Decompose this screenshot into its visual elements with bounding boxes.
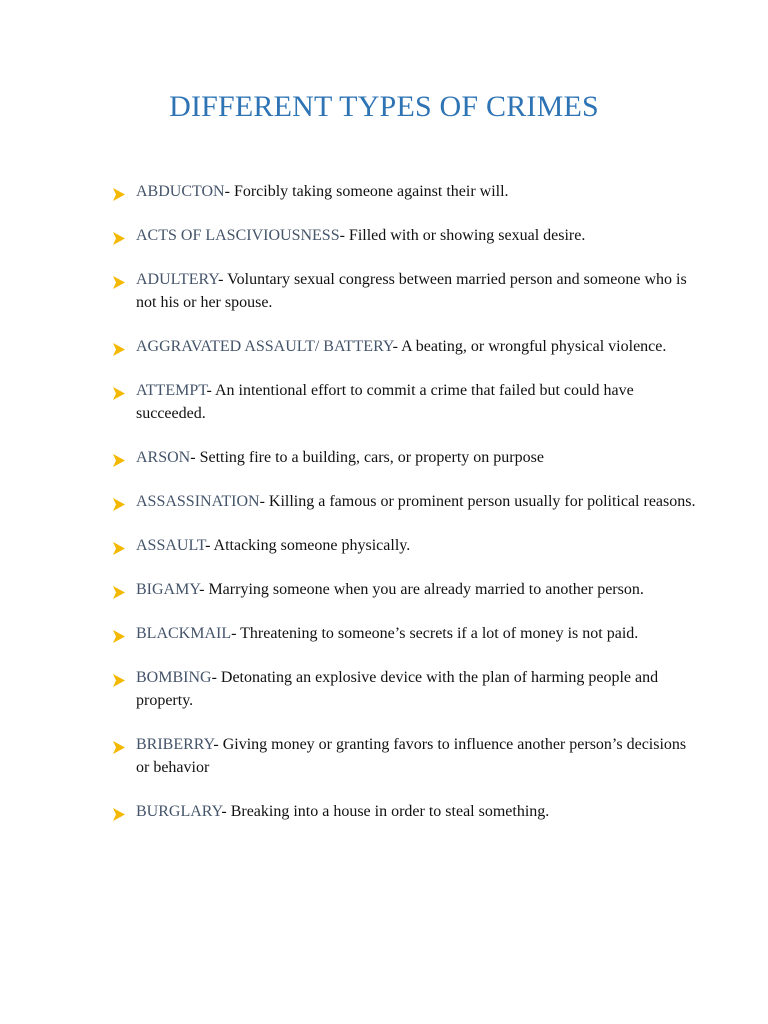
page-title: DIFFERENT TYPES OF CRIMES [169, 90, 599, 123]
list-item [113, 534, 703, 557]
arrow-bullet-icon [113, 805, 125, 818]
crime-definition: - Attacking someone physically. [205, 537, 411, 554]
arrow-bullet-icon [113, 671, 125, 684]
crime-definition: - Voluntary sexual congress between married person and someone who is not his or her spouse. [136, 271, 687, 311]
arrow-bullet-icon [113, 627, 125, 640]
crime-definition: - Killing a famous or prominent person usually for political reasons. [259, 493, 696, 510]
arrow-bullet-icon [113, 229, 125, 242]
arrow-bullet-icon [113, 583, 125, 596]
crime-definition: - An intentional effort to commit a crime that failed but could have succeeded. [136, 382, 634, 422]
crime-list [113, 180, 703, 844]
crime-term: ABDUCTON [136, 183, 225, 200]
crime-definition: - A beating, or wrongful physical violence. [392, 338, 667, 355]
arrow-bullet-icon [113, 539, 125, 552]
list-item [113, 446, 703, 469]
crime-definition: - Giving money or granting favors to influence another person’s decisions or behavior [136, 736, 687, 776]
list-item [113, 379, 703, 425]
crime-term: ATTEMPT [136, 382, 207, 399]
list-item [113, 578, 703, 601]
crime-term: BOMBING [136, 669, 212, 686]
crime-term: ASSAULT [136, 537, 206, 554]
crime-definition: - Breaking into a house in order to steal something. [221, 803, 550, 820]
crime-term: BURGLARY [136, 803, 222, 820]
list-item [113, 224, 703, 247]
crime-term: ASSASSINATION [136, 493, 260, 510]
crime-definition: - Marrying someone when you are already married to another person. [199, 581, 644, 598]
crime-definition: - Threatening to someone’s secrets if a lot of money is not paid. [231, 625, 639, 642]
crime-term: BLACKMAIL [136, 625, 232, 642]
crime-definition: - Detonating an explosive device with the plan of harming people and property. [136, 669, 659, 709]
crime-definition: - Setting fire to a building, cars, or property on purpose [190, 449, 544, 466]
crime-term: BIGAMY [136, 581, 200, 598]
arrow-bullet-icon [113, 273, 125, 286]
crime-term: AGGRAVATED ASSAULT/ BATTERY [136, 338, 393, 355]
arrow-bullet-icon [113, 738, 125, 751]
arrow-bullet-icon [113, 185, 125, 198]
crime-term: ADULTERY [136, 271, 219, 288]
crime-term: ARSON [136, 449, 191, 466]
list-item [113, 490, 703, 513]
list-item [113, 666, 703, 712]
arrow-bullet-icon [113, 451, 125, 464]
list-item [113, 622, 703, 645]
list-item [113, 268, 703, 314]
list-item [113, 180, 703, 203]
crime-definition: - Forcibly taking someone against their will. [224, 183, 509, 200]
list-item [113, 800, 703, 823]
crime-term: BRIBERRY [136, 736, 214, 753]
arrow-bullet-icon [113, 495, 125, 508]
list-item [113, 335, 703, 358]
crime-term: ACTS OF LASCIVIOUSNESS [136, 227, 340, 244]
list-item [113, 733, 703, 779]
arrow-bullet-icon [113, 340, 125, 353]
arrow-bullet-icon [113, 384, 125, 397]
crime-definition: - Filled with or showing sexual desire. [339, 227, 586, 244]
